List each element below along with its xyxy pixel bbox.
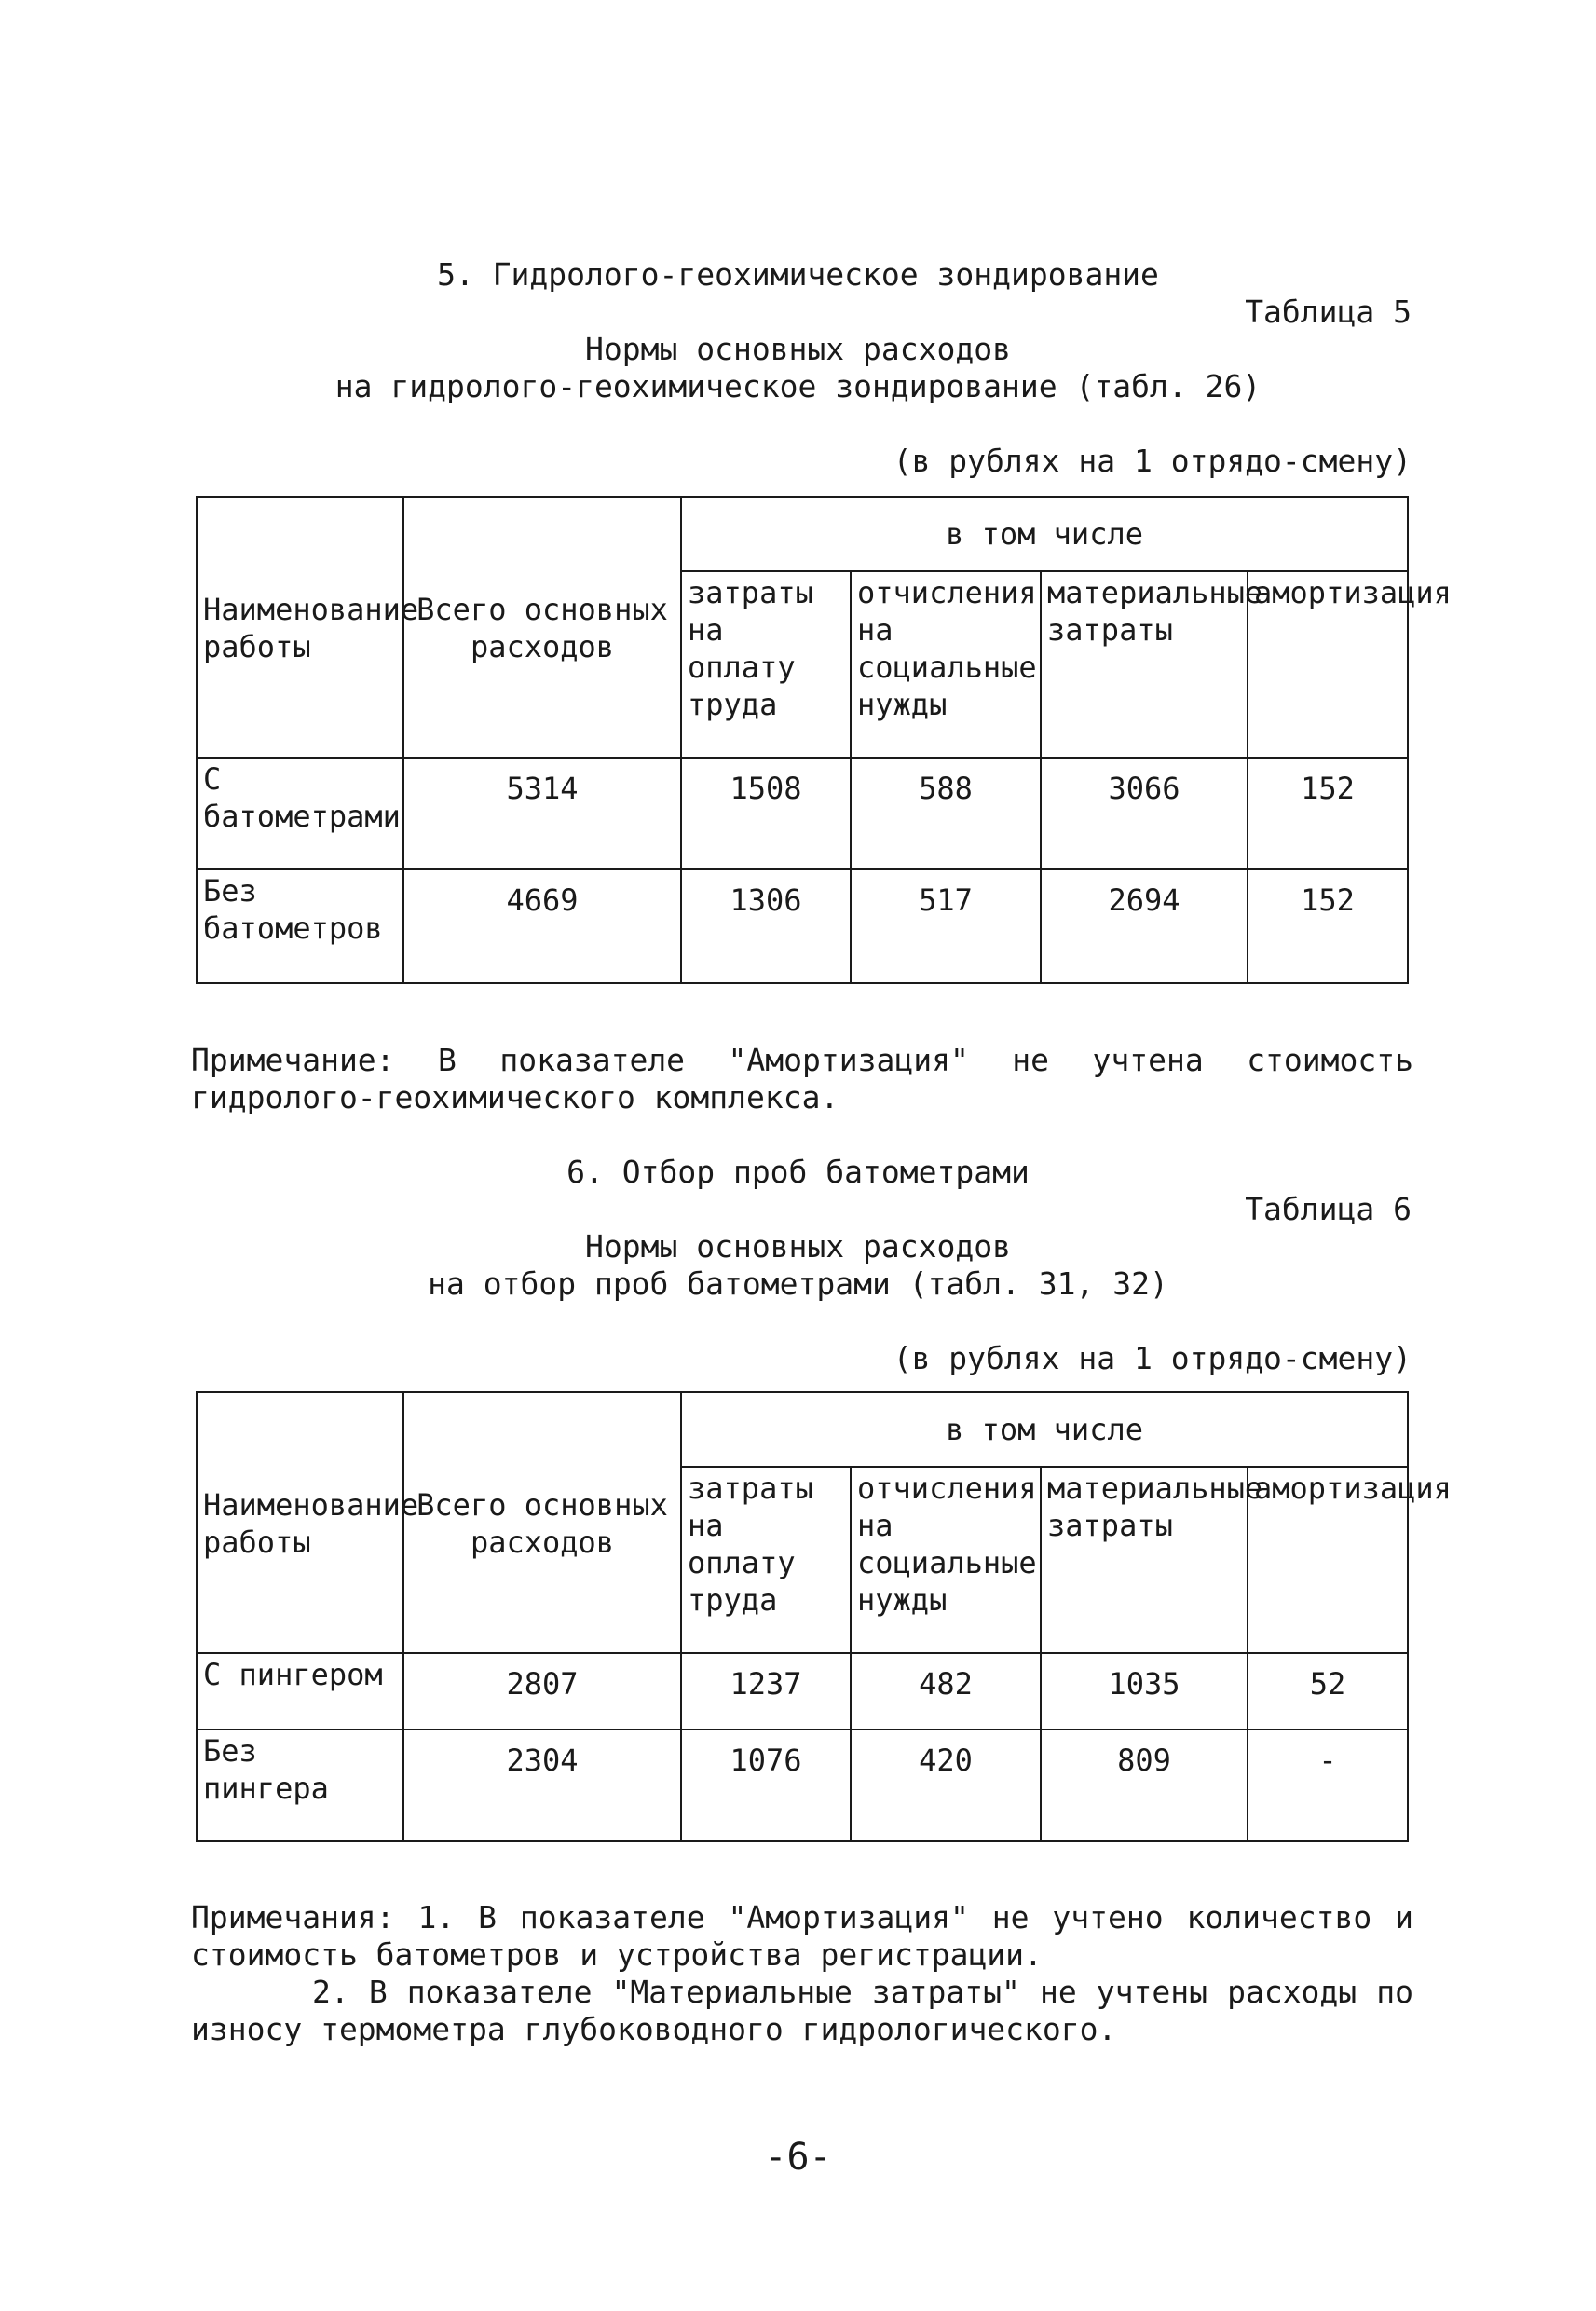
cell-depreciation: 152: [1248, 758, 1408, 869]
table-5-label: Таблица 5: [1245, 294, 1412, 330]
table-5-caption-line2: на гидролого-геохимическое зондирование (табл. 26): [334, 368, 1262, 404]
table-row: [197, 1653, 1408, 1730]
table-6-header-total: Всего основных расходов: [403, 1392, 681, 1653]
section-6-title: 6. Отбор проб батометрами: [566, 1154, 1030, 1190]
cell-depreciation: -: [1248, 1730, 1408, 1841]
table-6-caption-line1: Нормы основных расходов: [585, 1228, 1011, 1265]
table-5-caption-line1: Нормы основных расходов: [585, 331, 1011, 367]
cell-labor: 1508: [681, 758, 851, 869]
page-number: -6-: [764, 2136, 832, 2179]
table-row: [197, 1730, 1408, 1841]
cell-total: 2304: [403, 1730, 681, 1841]
cell-depreciation: 52: [1248, 1653, 1408, 1730]
table-6-note-2-text: 2. В показателе "Материальные затраты" не учтены расходы по износу термометра глубоководного гидрологического.: [191, 1974, 1413, 2047]
table-6-header-materials: материальные затраты: [1041, 1467, 1248, 1653]
table-6-note-1: Примечания: 1. В показателе "Амортизация" не учтено количество и стоимость батометров и устройства регистрации.: [191, 1899, 1413, 1973]
cell-materials: 809: [1041, 1730, 1248, 1841]
table-5-note: Примечание: В показателе "Амортизация" не учтена стоимость гидролого-геохимического комплекса.: [191, 1042, 1413, 1115]
cell-social: 420: [851, 1730, 1041, 1841]
cell-social: 588: [851, 758, 1041, 869]
table-6-units: (в рублях на 1 отрядо-смену): [893, 1340, 1412, 1376]
table-6-header-group: в том числе: [681, 1392, 1408, 1467]
row-name: Без батометров: [197, 869, 403, 983]
cell-labor: 1237: [681, 1653, 851, 1730]
table-6-label: Таблица 6: [1245, 1191, 1412, 1227]
table-5-header-name: Наименование работы: [197, 497, 403, 758]
cell-total: 2807: [403, 1653, 681, 1730]
section-5-title: 5. Гидролого-геохимическое зондирование: [437, 256, 1159, 293]
table-5-units: (в рублях на 1 отрядо-смену): [893, 443, 1412, 479]
table-5-header-labor: затраты на оплату труда: [681, 571, 851, 758]
cell-total: 4669: [403, 869, 681, 983]
row-name: С пингером: [197, 1653, 403, 1730]
cell-materials: 3066: [1041, 758, 1248, 869]
table-6-note-2: [191, 1974, 1413, 2048]
cell-social: 482: [851, 1653, 1041, 1730]
table-row: [197, 869, 1408, 983]
table-6-header-name: Наименование работы: [197, 1392, 403, 1653]
table-6-header-social: отчисления на социальные нужды: [851, 1467, 1041, 1653]
cell-depreciation: 152: [1248, 869, 1408, 983]
cell-materials: 1035: [1041, 1653, 1248, 1730]
table-row: [197, 758, 1408, 869]
table-5-header-group: в том числе: [681, 497, 1408, 571]
table-5: [196, 496, 1452, 984]
cell-labor: 1306: [681, 869, 851, 983]
table-5-header-depreciation: амортизация: [1248, 571, 1408, 758]
table-6-header-labor: затраты на оплату труда: [681, 1467, 851, 1653]
cell-total: 5314: [403, 758, 681, 869]
row-name: С батометрами: [197, 758, 403, 869]
table-5-header-social: отчисления на социальные нужды: [851, 571, 1041, 758]
cell-social: 517: [851, 869, 1041, 983]
table-5-header-total: Всего основных расходов: [403, 497, 681, 758]
cell-labor: 1076: [681, 1730, 851, 1841]
table-6-header-depreciation: амортизация: [1248, 1467, 1408, 1653]
row-name: Без пингера: [197, 1730, 403, 1841]
cell-materials: 2694: [1041, 869, 1248, 983]
table-5-header-materials: материальные затраты: [1041, 571, 1248, 758]
table-6-caption-line2: на отбор проб батометрами (табл. 31, 32): [428, 1265, 1168, 1302]
table-6: [196, 1391, 1452, 1842]
